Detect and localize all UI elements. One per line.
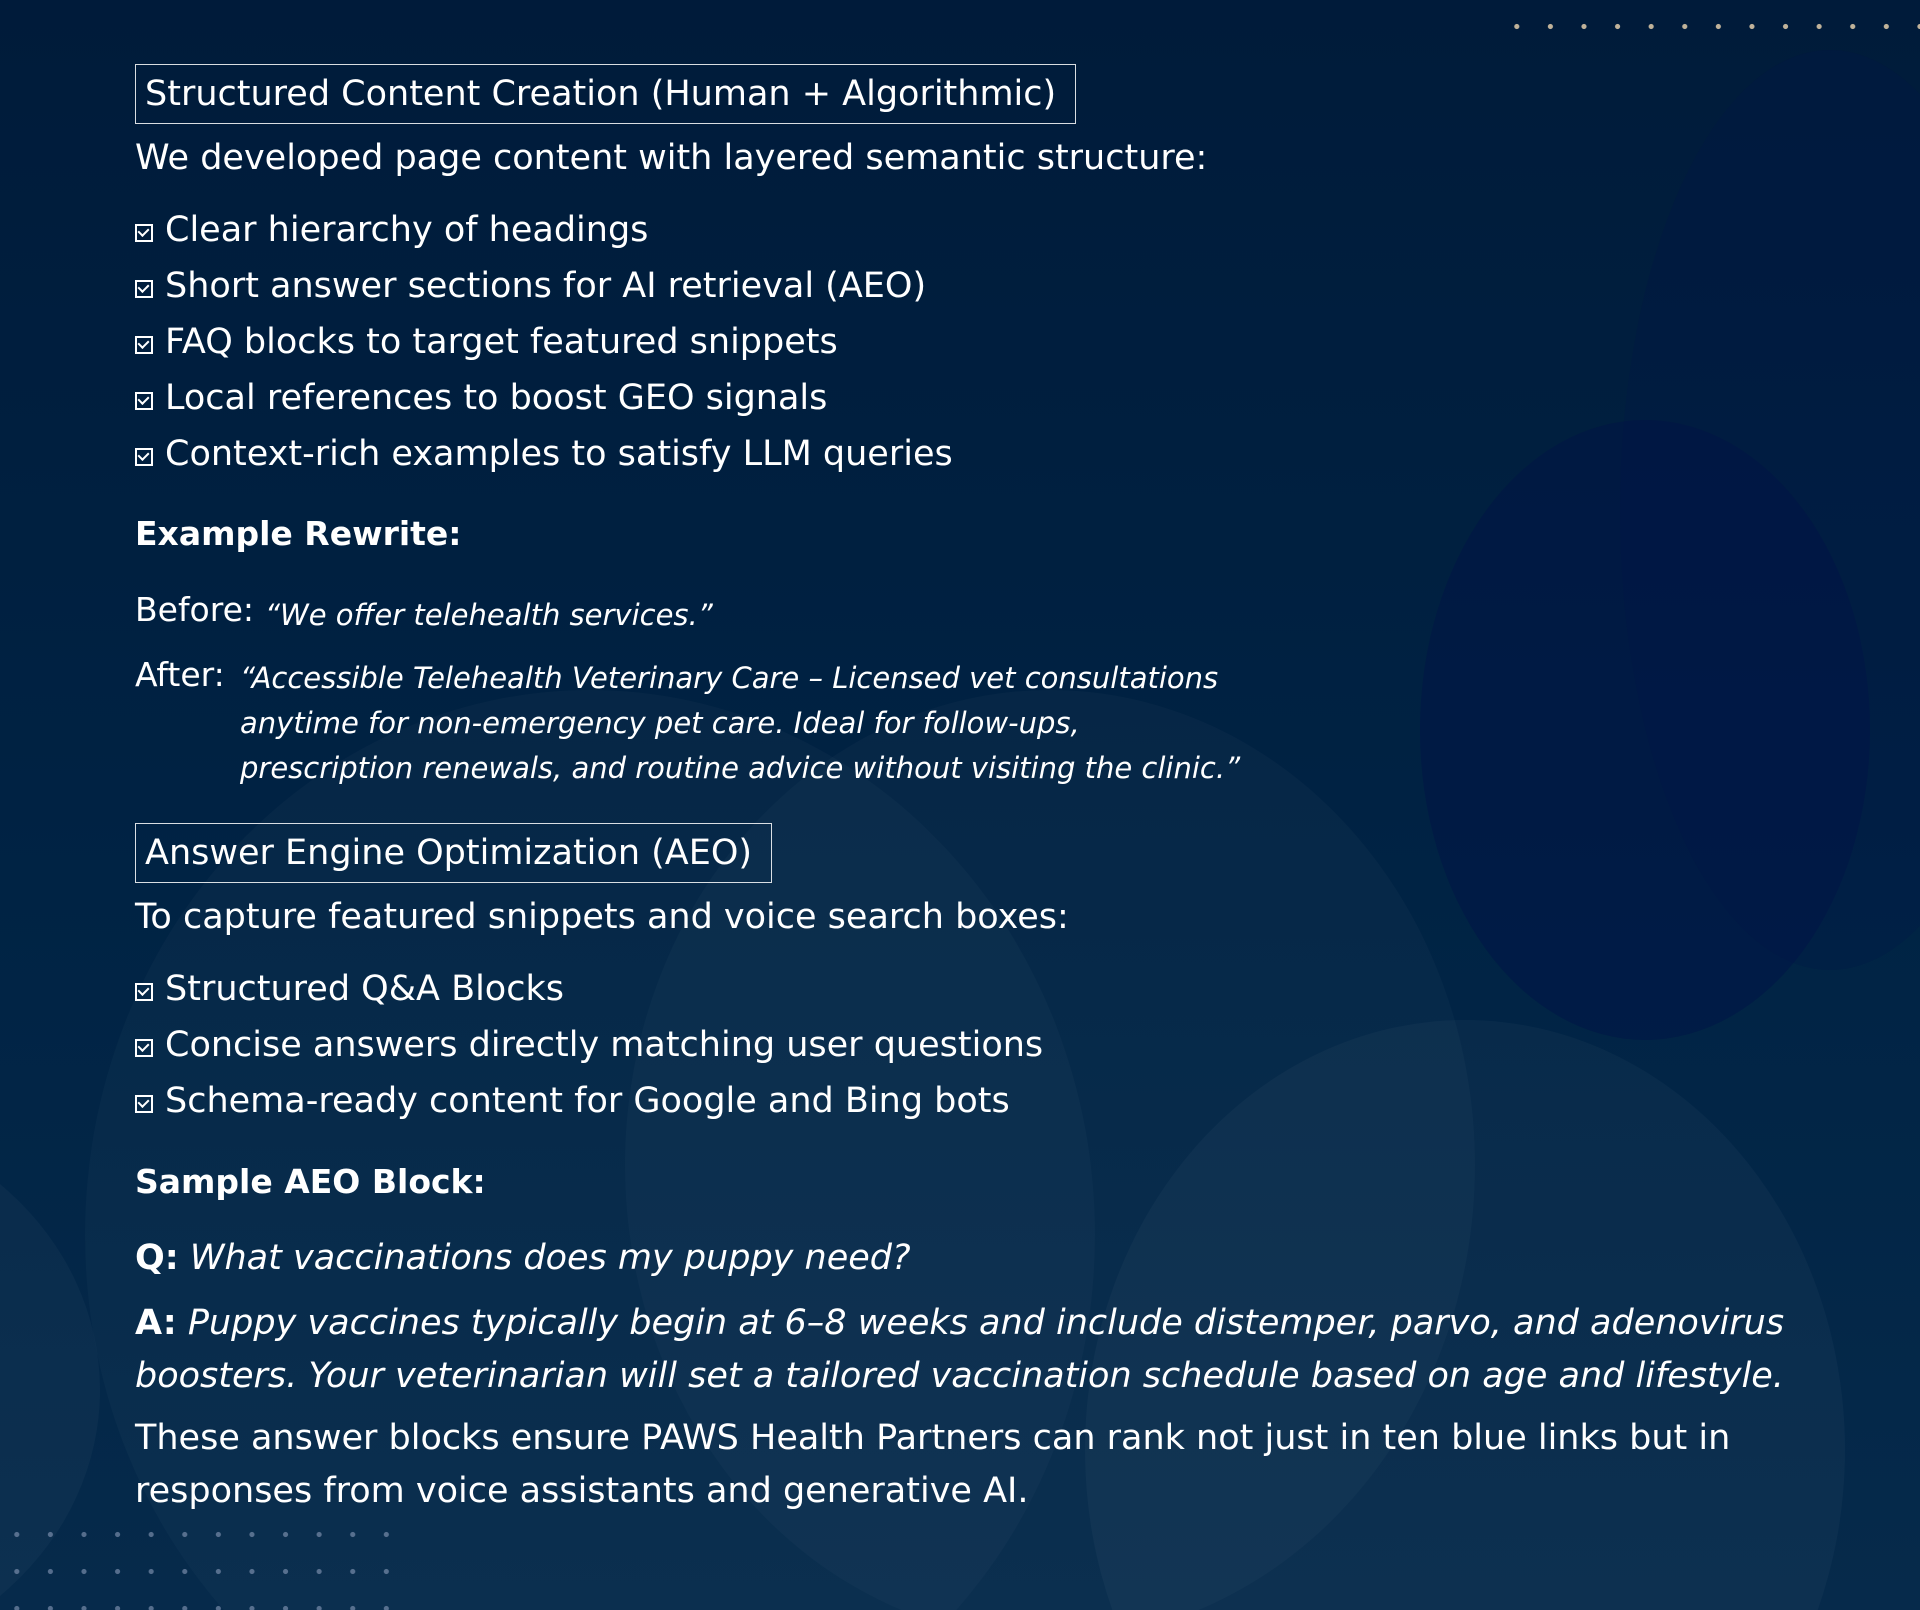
section-title-aeo: Answer Engine Optimization (AEO) bbox=[135, 823, 772, 883]
after-label: After: bbox=[135, 655, 225, 694]
list-item bbox=[135, 378, 827, 418]
dot-grid-top-right bbox=[1500, 8, 1920, 54]
list-item bbox=[135, 1081, 1010, 1121]
list-item bbox=[135, 434, 953, 474]
question-text: What vaccinations does my puppy need? bbox=[189, 1238, 911, 1278]
bg-circle bbox=[1620, 50, 1920, 970]
checkbox-icon bbox=[135, 1039, 153, 1057]
before-quote: “We offer telehealth services.” bbox=[265, 598, 713, 632]
section-intro: We developed page content with layered semantic structure: bbox=[135, 138, 1208, 178]
list-item bbox=[135, 1025, 1043, 1065]
after-quote-line: anytime for non-emergency pet care. Ideal for follow-ups, bbox=[240, 706, 1080, 740]
checkbox-icon bbox=[135, 224, 153, 242]
bg-circle bbox=[1420, 420, 1870, 1040]
dot-grid-bottom-left bbox=[0, 1516, 415, 1610]
list-item bbox=[135, 322, 838, 362]
answer-line bbox=[135, 1303, 1784, 1343]
question-label: Q: bbox=[135, 1238, 179, 1278]
checkbox-icon bbox=[135, 280, 153, 298]
answer-text: Puppy vaccines typically begin at 6–8 weeks and include distemper, parvo, and adenovirus bbox=[187, 1303, 1785, 1343]
checkbox-icon bbox=[135, 336, 153, 354]
checkbox-icon bbox=[135, 983, 153, 1001]
closing-paragraph: These answer blocks ensure PAWS Health Partners can rank not just in ten blue links but in responses from voice assistants and generative AI. bbox=[135, 1418, 1731, 1511]
answer-text-continued: boosters. Your veterinarian will set a tailored vaccination schedule based on age and lifestyle. bbox=[135, 1356, 1784, 1396]
list-item-text: Short answer sections for AI retrieval (AEO) bbox=[165, 266, 927, 306]
after-quote-line: prescription renewals, and routine advice without visiting the clinic.” bbox=[240, 751, 1241, 785]
list-item-text: Structured Q&A Blocks bbox=[165, 969, 564, 1009]
after-quote-line: “Accessible Telehealth Veterinary Care – Licensed vet consultations bbox=[240, 661, 1219, 695]
list-item-text: Concise answers directly matching user questions bbox=[165, 1025, 1044, 1065]
answer-label: A: bbox=[135, 1303, 177, 1343]
list-item-text: Clear hierarchy of headings bbox=[165, 210, 649, 250]
section-title-structured-content: Structured Content Creation (Human + Algorithmic) bbox=[135, 64, 1076, 124]
list-item bbox=[135, 969, 564, 1009]
checkbox-icon bbox=[135, 1095, 153, 1113]
example-heading: Example Rewrite: bbox=[135, 514, 462, 553]
list-item-text: FAQ blocks to target featured snippets bbox=[165, 322, 838, 362]
bg-circle bbox=[0, 1110, 100, 1610]
checkbox-icon bbox=[135, 448, 153, 466]
question-line bbox=[135, 1238, 911, 1278]
sample-heading: Sample AEO Block: bbox=[135, 1162, 486, 1201]
before-label: Before: bbox=[135, 590, 255, 629]
list-item-text: Context-rich examples to satisfy LLM queries bbox=[165, 434, 953, 474]
checkbox-icon bbox=[135, 392, 153, 410]
list-item-text: Schema-ready content for Google and Bing bots bbox=[165, 1081, 1010, 1121]
list-item bbox=[135, 210, 648, 250]
list-item bbox=[135, 266, 926, 306]
list-item-text: Local references to boost GEO signals bbox=[165, 378, 828, 418]
section-intro: To capture featured snippets and voice search boxes: bbox=[135, 897, 1069, 937]
